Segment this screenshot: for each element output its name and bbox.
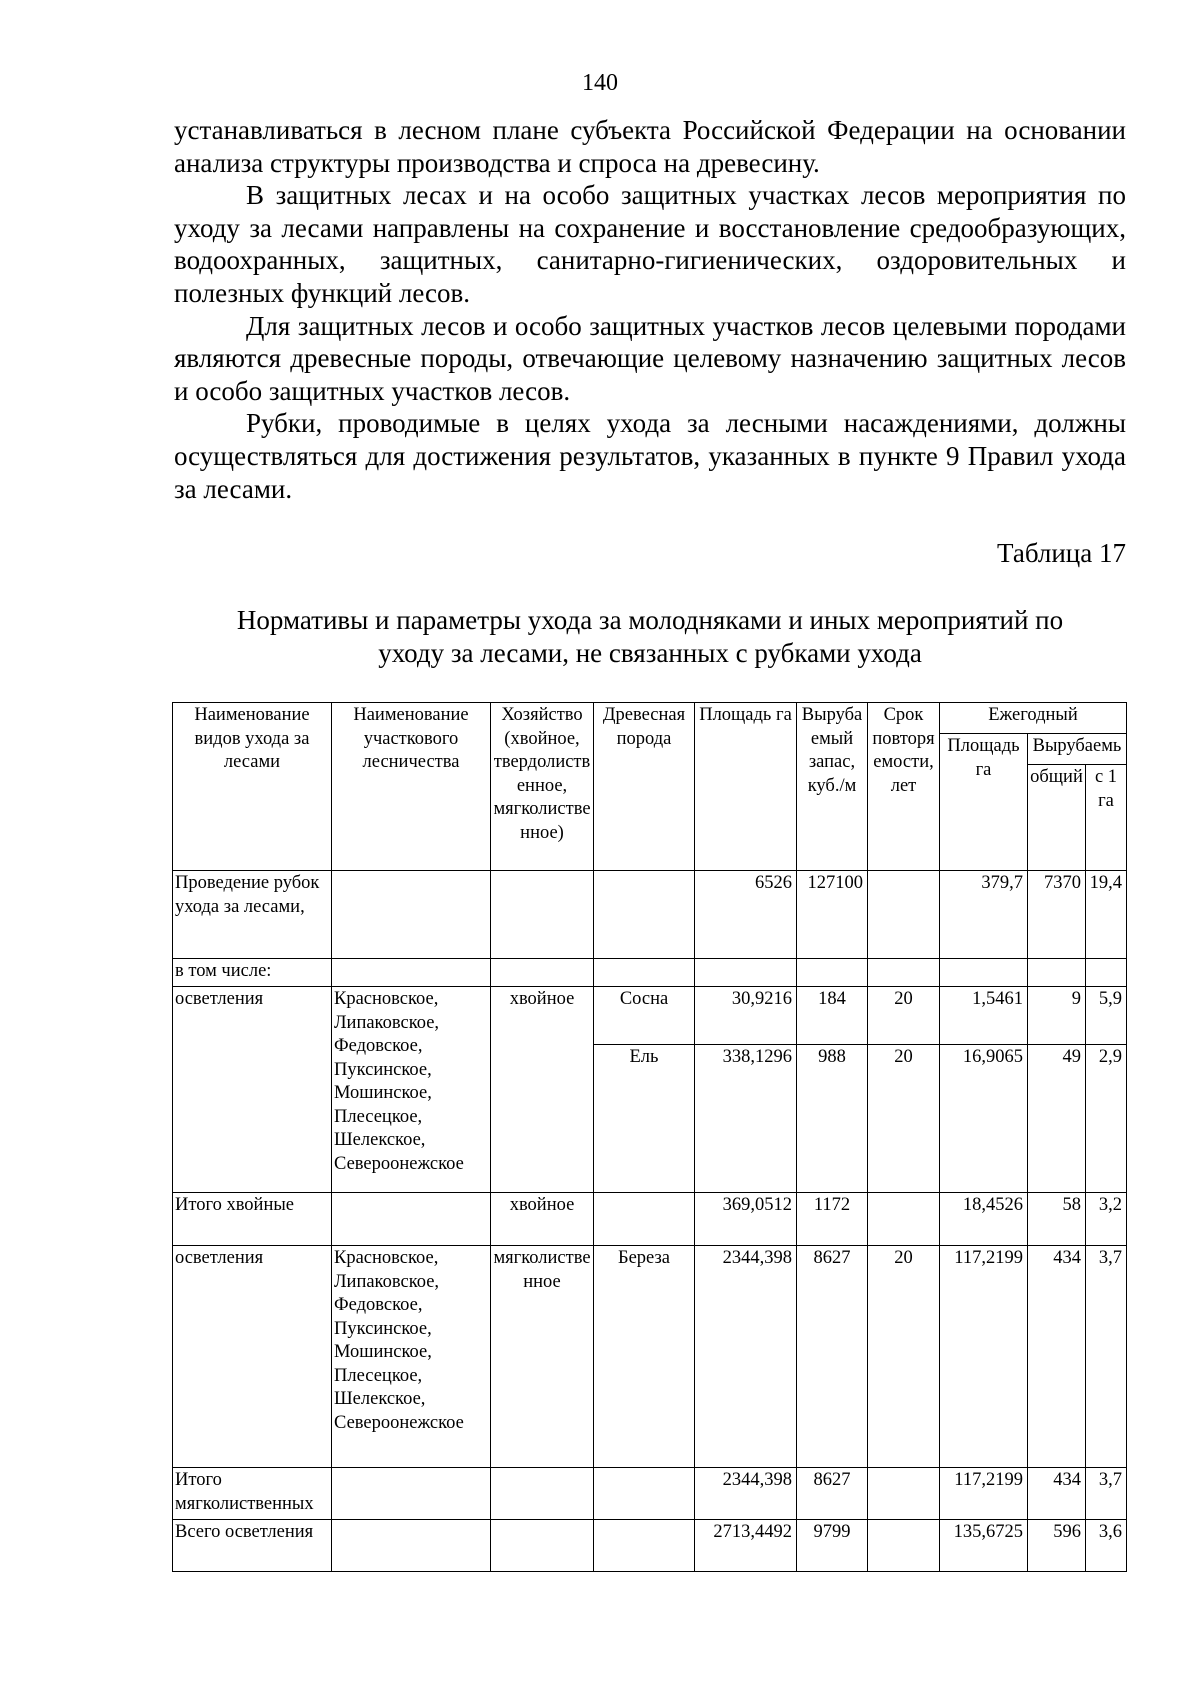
cell-cut-per-ha: 5,9 — [1086, 987, 1127, 1045]
cell-stock: 1172 — [797, 1193, 868, 1246]
cell-empty — [868, 1193, 940, 1246]
cell-annual-area: 117,2199 — [940, 1246, 1028, 1468]
header-area: Площадь га — [695, 703, 797, 871]
body-text — [174, 114, 1126, 505]
cell-annual-area: 379,7 — [940, 871, 1028, 959]
cell-empty — [868, 1520, 940, 1572]
table-row-including — [173, 959, 1127, 987]
cell-empty — [594, 871, 695, 959]
cell-empty — [491, 1520, 594, 1572]
cell-cut-total: 7370 — [1028, 871, 1086, 959]
cell-species: Ель — [594, 1045, 695, 1193]
cell-area: 369,0512 — [695, 1193, 797, 1246]
header-annual: Ежегодный — [940, 703, 1127, 734]
table-caption: Таблица 17 — [997, 538, 1126, 568]
cell-area: 2344,398 — [695, 1246, 797, 1468]
cell-cut-per-ha: 19,4 — [1086, 871, 1127, 959]
cell-name: Всего осветления — [173, 1520, 332, 1572]
cell-cut-total: 58 — [1028, 1193, 1086, 1246]
cell-cut-total: 434 — [1028, 1246, 1086, 1468]
paragraph-1: устанавливаться в лесном плане субъекта Российской Федерации на основании анализа структуры производства и спроса на древесину. — [174, 115, 1126, 178]
cell-empty — [868, 1468, 940, 1520]
cell-stock: 8627 — [797, 1246, 868, 1468]
cell-name: в том числе: — [173, 959, 332, 987]
cell-economy: мягколиственное — [491, 1246, 594, 1468]
cell-area: 338,1296 — [695, 1045, 797, 1193]
cell-period: 20 — [868, 1246, 940, 1468]
cell-stock: 8627 — [797, 1468, 868, 1520]
cell-empty — [332, 1193, 491, 1246]
header-annual-cut: Вырубаемь — [1028, 734, 1127, 765]
cell-annual-area: 1,5461 — [940, 987, 1028, 1045]
cell-empty — [594, 1520, 695, 1572]
table-row-total-conif — [173, 1193, 1127, 1246]
cell-stock: 988 — [797, 1045, 868, 1193]
cell-name: Итого мягколиственных — [173, 1468, 332, 1520]
table-row-total-soft — [173, 1468, 1127, 1520]
cell-empty — [332, 871, 491, 959]
cell-species: Сосна — [594, 987, 695, 1045]
cell-empty — [332, 1520, 491, 1572]
cell-stock: 9799 — [797, 1520, 868, 1572]
cell-cut-per-ha: 3,6 — [1086, 1520, 1127, 1572]
norms-table — [172, 702, 1127, 1572]
cell-area: 6526 — [695, 871, 797, 959]
header-annual-area: Площадь га — [940, 734, 1028, 871]
cell-cut-total: 49 — [1028, 1045, 1086, 1193]
header-stock: Вырубаемый запас, куб./м — [797, 703, 868, 871]
header-care-type: Наименование видов ухода за лесами — [173, 703, 332, 871]
cell-cut-per-ha: 3,2 — [1086, 1193, 1127, 1246]
cell-name: осветления — [173, 987, 332, 1193]
cell-empty — [491, 871, 594, 959]
cell-name: Итого хвойные — [173, 1193, 332, 1246]
cell-species: Береза — [594, 1246, 695, 1468]
header-period: Срок повторяемости, лет — [868, 703, 940, 871]
cell-cut-total: 9 — [1028, 987, 1086, 1045]
table-title-line-2: уходу за лесами, не связанных с рубками ухода — [378, 638, 922, 668]
cell-period: 20 — [868, 1045, 940, 1193]
cell-cut-per-ha: 2,9 — [1086, 1045, 1127, 1193]
table-row-total-clearing — [173, 1520, 1127, 1572]
cell-empty — [491, 1468, 594, 1520]
cell-cut-per-ha: 3,7 — [1086, 1468, 1127, 1520]
table-title — [174, 604, 1126, 670]
cell-period: 20 — [868, 987, 940, 1045]
cell-cut-total: 434 — [1028, 1468, 1086, 1520]
cell-forestries: Красновское, Липаковское, Федовское, Пуксинское, Мошинское, Плесецкое, Шелекское, Североонежское — [332, 987, 491, 1193]
cell-annual-area: 135,6725 — [940, 1520, 1028, 1572]
cell-empty — [594, 1193, 695, 1246]
cell-annual-area: 18,4526 — [940, 1193, 1028, 1246]
paragraph-2: В защитных лесах и на особо защитных участках лесов мероприятия по уходу за лесами направлены на сохранение и восстановление средообразующих, водоохранных, защитных, санитарно-гигиенических, оздоровительных и полезных функций лесов. — [174, 180, 1126, 308]
cell-area: 30,9216 — [695, 987, 797, 1045]
cell-empty — [594, 1468, 695, 1520]
table-row-clearing-birch — [173, 1246, 1127, 1468]
cell-cut-total: 596 — [1028, 1520, 1086, 1572]
cell-area: 2713,4492 — [695, 1520, 797, 1572]
cell-annual-area: 16,9065 — [940, 1045, 1028, 1193]
table-row-clearing-pine — [173, 987, 1127, 1045]
header-annual-cut-per-ha: с 1 га — [1086, 765, 1127, 871]
cell-empty — [868, 871, 940, 959]
cell-stock: 127100 — [797, 871, 868, 959]
cell-name: Проведение рубок ухода за лесами, — [173, 871, 332, 959]
header-economy: Хозяйство (хвойное, твердолиственное, мягколиственное) — [491, 703, 594, 871]
cell-area: 2344,398 — [695, 1468, 797, 1520]
cell-empty — [332, 1468, 491, 1520]
cell-annual-area: 117,2199 — [940, 1468, 1028, 1520]
header-species: Древесная порода — [594, 703, 695, 871]
cell-forestries: Красновское, Липаковское, Федовское, Пуксинское, Мошинское, Плесецкое, Шелекское, Североонежское — [332, 1246, 491, 1468]
table-title-line-1: Нормативы и параметры ухода за молодняками и иных мероприятий по — [236, 605, 1064, 635]
cell-economy: хвойное — [491, 987, 594, 1193]
header-forestry: Наименование участкового лесничества — [332, 703, 491, 871]
cell-economy: хвойное — [491, 1193, 594, 1246]
table-row-thinning — [173, 871, 1127, 959]
paragraph-4: Рубки, проводимые в целях ухода за лесными насаждениями, должны осуществляться для достижения результатов, указанных в пункте 9 Правил ухода за лесами. — [174, 408, 1126, 504]
cell-stock: 184 — [797, 987, 868, 1045]
paragraph-3: Для защитных лесов и особо защитных участков лесов целевыми породами являются древесные породы, отвечающие целевому назначению защитных лесов и особо защитных участков лесов. — [174, 310, 1126, 406]
header-annual-cut-total: общий — [1028, 765, 1086, 871]
cell-name: осветления — [173, 1246, 332, 1468]
cell-cut-per-ha: 3,7 — [1086, 1246, 1127, 1468]
page-number: 140 — [582, 70, 618, 96]
